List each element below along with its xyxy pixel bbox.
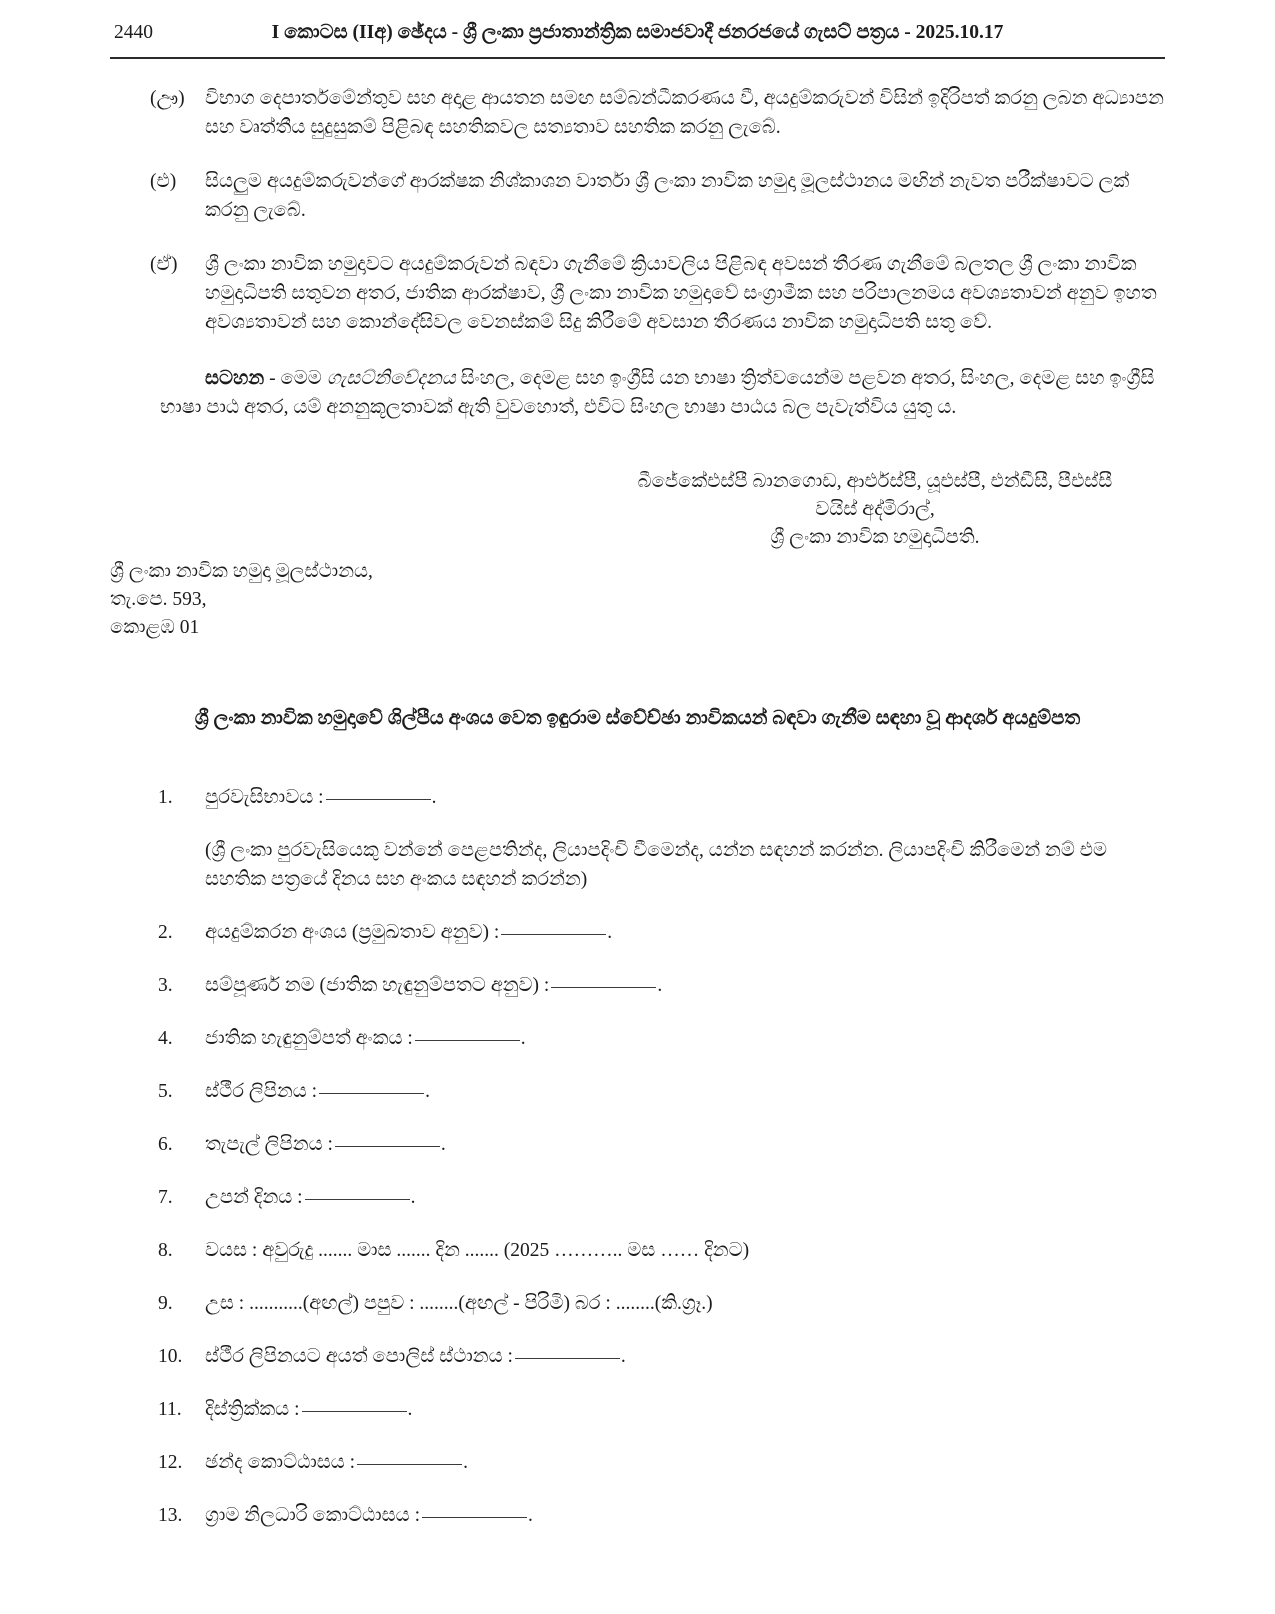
item-number: 10. bbox=[158, 1346, 183, 1367]
item-label: ග්‍රාම නිලධාරි කොට්ඨාසය : bbox=[205, 1505, 420, 1526]
address-block bbox=[110, 558, 1165, 642]
fill-in-blank bbox=[551, 987, 656, 988]
fill-in-blank bbox=[501, 934, 606, 935]
form-item-4 bbox=[158, 1024, 1165, 1053]
item-suffix: . bbox=[425, 1081, 430, 1102]
form-item-10 bbox=[158, 1342, 1165, 1371]
item-number: 7. bbox=[158, 1187, 173, 1208]
item-number: 1. bbox=[158, 787, 173, 808]
item-suffix: . bbox=[607, 922, 613, 943]
fill-in-blank bbox=[515, 1358, 620, 1359]
item-number: 3. bbox=[158, 975, 173, 996]
note-label: සටහන bbox=[205, 368, 265, 389]
item-number: 13. bbox=[158, 1505, 183, 1526]
item-label-wrap bbox=[205, 1395, 1165, 1424]
item-label-wrap bbox=[205, 918, 1165, 947]
paragraph-marker: (ඒ) bbox=[150, 254, 178, 275]
application-form-list bbox=[110, 783, 1165, 1530]
note-text: සිංහල, දෙමළ සහ ඉංග්‍රීසි යන භාෂා ත්‍රිත්වයෙන්ම පළවන අතර, සිංහල, දෙමළ සහ ඉංග්‍රීසි භාෂා පාඨ අතර, යම් අනනුකූලතාවක් ඇති වුවහොත්, එවිට සිංහල භාෂා පාඨය බල පැවැත්විය යුතු ය. bbox=[160, 368, 1155, 418]
form-item-3 bbox=[158, 971, 1165, 1000]
item-label: ඡන්ද කොට්ඨාසය : bbox=[205, 1452, 356, 1473]
item-number: 12. bbox=[158, 1452, 183, 1473]
page-number: 2440 bbox=[114, 22, 153, 43]
form-item-13 bbox=[158, 1501, 1165, 1530]
paragraph-text: ශ්‍රී ලංකා නාවික හමුදාවට අයදුම්කරුවන් බඳවා ගැනීමේ ක්‍රියාවලිය පිළිබඳ අවසන් තීරණ ගැනීමේ බලතල ශ්‍රී ලංකා නාවික හමුදාධිපති සතුවන අතර, ජාතික ආරක්ෂාව, ශ්‍රී ලංකා නාවික හමුදාවේ සංග්‍රාමීක සහ පරිපාලනමය අවශ්‍යතාවන් අනුව ඉහත අවශ්‍යතාවන් සහ කොන්දේසිවල වෙනස්කම් සිදු කිරීමේ අවසාන තීරණය නාවික හමුදාධිපති සතු වේ. bbox=[205, 254, 1157, 333]
item-number: 5. bbox=[158, 1081, 173, 1102]
signature-block bbox=[595, 468, 1155, 552]
paragraph-marker: (එ) bbox=[150, 171, 177, 192]
form-item-7 bbox=[158, 1183, 1165, 1212]
item-label-wrap bbox=[205, 1501, 1165, 1530]
signatory-rank: වයිස් අද්මිරාල්, bbox=[815, 499, 935, 520]
note-italic-word: ගැසට්නිවේදනය bbox=[326, 368, 456, 389]
lettered-paragraph bbox=[150, 84, 1165, 142]
fill-in-blank bbox=[302, 1411, 407, 1412]
lettered-paragraph bbox=[150, 167, 1165, 225]
address-line: තැ.පෙ. 593, bbox=[110, 589, 207, 610]
page-header bbox=[110, 18, 1165, 50]
form-item-2 bbox=[158, 918, 1165, 947]
fill-in-blank bbox=[422, 1517, 527, 1518]
fill-in-blank bbox=[319, 1093, 424, 1094]
gazette-header-title: I කොටස (IIඅ) ඡේදය - ශ්‍රී ලංකා ප්‍රජාතාන්ත්‍රික සමාජවාදී ජනරජයේ ගැසට් පත්‍රය - 2025.10.17 bbox=[271, 22, 1004, 43]
form-item-11 bbox=[158, 1395, 1165, 1424]
signatory-title: ශ්‍රී ලංකා නාවික හමුදාධිපති. bbox=[770, 527, 980, 548]
item-suffix: . bbox=[657, 975, 663, 996]
item-label: තැපැල් ලිපිනය : bbox=[205, 1134, 333, 1155]
form-item-9 bbox=[158, 1289, 1165, 1318]
item-label: උපන් දිනය : bbox=[205, 1187, 303, 1208]
fill-in-blank bbox=[335, 1146, 440, 1147]
item-suffix: . bbox=[528, 1505, 533, 1526]
item-label: දිස්ත්‍රික්කය : bbox=[205, 1399, 300, 1420]
item-suffix: . bbox=[410, 1187, 416, 1208]
item-suffix: . bbox=[431, 787, 437, 808]
item-number: 8. bbox=[158, 1240, 173, 1261]
form-item-5 bbox=[158, 1077, 1165, 1106]
form-item-12 bbox=[158, 1448, 1165, 1477]
item-suffix: . bbox=[520, 1028, 526, 1049]
item-label: පුරවැසිභාවය : bbox=[205, 787, 324, 808]
signatory-name: බීජේකේඑස්පී බානගොඩ, ආර්එස්පී, යූඑස්පී, එන්ඩීසී, පීඑස්සී bbox=[637, 471, 1113, 492]
fill-in-blank bbox=[415, 1040, 520, 1041]
item-suffix: . bbox=[463, 1452, 468, 1473]
item-label: අයදුම්කරන අංශය (ප්‍රමුඛතාව අනුව) : bbox=[205, 922, 500, 943]
item-label-wrap bbox=[205, 1077, 1165, 1106]
item-label-wrap bbox=[205, 1342, 1165, 1371]
item-label: උස : ...........(අඟල්) පපුව : ........(අඟල් - පිරිමි) බර : ........(කි.ග්‍රෑ.) bbox=[205, 1293, 713, 1314]
item-suffix: . bbox=[407, 1399, 413, 1420]
paragraph-marker: (ඌ) bbox=[150, 88, 185, 109]
item-label-wrap bbox=[205, 1130, 1165, 1159]
paragraph-text: විභාග දෙපාර්තමේන්තුව සහ අදාළ ආයතන සමඟ සම්බන්ධීකරණය වී, අයදුම්කරුවන් විසින් ඉදිරිපත් කරනු ලබන අධ්‍යාපන සහ වෘත්තීය සුදුසුකම් පිළිබඳ සහතිකවල සත්‍යතාව සහතික කරනු ලැබේ. bbox=[205, 88, 1164, 138]
item-number: 9. bbox=[158, 1293, 173, 1314]
item-suffix: . bbox=[620, 1346, 626, 1367]
item-number: 11. bbox=[158, 1399, 182, 1420]
form-item-1 bbox=[158, 783, 1165, 812]
item-label-wrap bbox=[205, 1024, 1165, 1053]
item-label-wrap bbox=[205, 971, 1165, 1000]
item-label-wrap bbox=[205, 1448, 1165, 1477]
item-label: ජාතික හැඳුනුම්පත් අංකය : bbox=[205, 1028, 413, 1049]
item-number: 6. bbox=[158, 1134, 173, 1155]
form-item-1-note: (ශ්‍රී ලංකා පුරවැසියෙකු වන්නේ පෙළපතින්ද, ලියාපදිංචි වීමෙන්ද, යන්න සඳහන් කරන්න. ලියාපදිංචි කිරීමෙන් නම් එම සහතික පත්‍රයේ දිනය සහ අංකය සඳහන් කරන්න) bbox=[205, 840, 1108, 890]
gazette-note bbox=[160, 364, 1165, 422]
note-prefix: මෙම bbox=[280, 368, 327, 389]
item-suffix: . bbox=[440, 1134, 446, 1155]
item-label-wrap bbox=[205, 1183, 1165, 1212]
form-item-8 bbox=[158, 1236, 1165, 1265]
item-number: 2. bbox=[158, 922, 173, 943]
address-line: කොළඹ 01 bbox=[110, 617, 200, 638]
fill-in-blank bbox=[305, 1199, 410, 1200]
item-number: 4. bbox=[158, 1028, 173, 1049]
item-label: ස්ථීර ලිපිනය : bbox=[205, 1081, 318, 1102]
paragraph-text: සියලුම අයදුම්කරුවන්ගේ ආරක්ෂක නිශ්කාශන වාර්තා ශ්‍රී ලංකා නාවික හමුදා මූලස්ථානය මඟින් නැවත පරීක්ෂාවට ලක් කරනු ලැබේ. bbox=[205, 171, 1130, 221]
header-divider bbox=[110, 57, 1165, 59]
form-item-6 bbox=[158, 1130, 1165, 1159]
form-title: ශ්‍රී ලංකා නාවික හමුදාවේ ශිල්පීය අංශය වෙත ඉඳුරාම ස්වේච්ඡා නාවිකයන් බඳවා ගැනීම සඳහා වූ ආදර්ශ අයදුම්පත bbox=[194, 708, 1081, 729]
item-label: ස්ථීර ලිපිනයට අයත් පොලිස් ස්ථානය : bbox=[205, 1346, 513, 1367]
fill-in-blank bbox=[326, 799, 431, 800]
item-label: සම්පූර්ණ නම (ජාතික හැඳුනුම්පතට අනුව) : bbox=[205, 975, 550, 996]
item-label-wrap bbox=[205, 783, 1165, 812]
fill-in-blank bbox=[357, 1464, 462, 1465]
note-dash: - bbox=[264, 368, 281, 389]
item-label: වයස : අවුරුදු ....... මාස ....... දින ....... (2025 ……….. මස …… දිනට) bbox=[205, 1240, 750, 1261]
address-line: ශ්‍රී ලංකා නාවික හමුදා මූලස්ථානය, bbox=[110, 561, 373, 582]
lettered-paragraph bbox=[150, 250, 1165, 337]
